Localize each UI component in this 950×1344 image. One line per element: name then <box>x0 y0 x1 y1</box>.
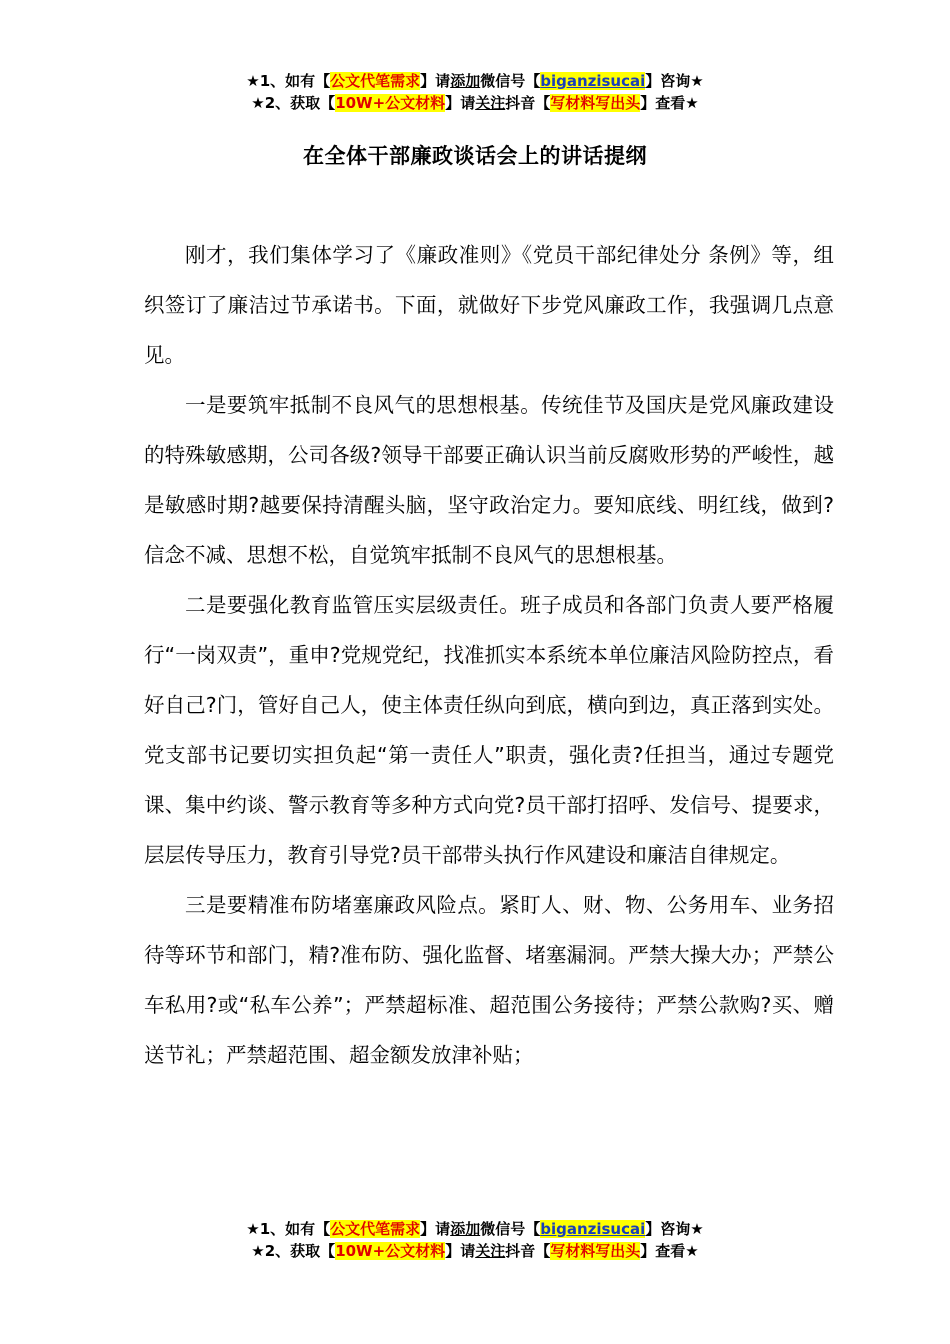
document-body <box>144 230 834 1080</box>
ad-text: 抖音【 <box>505 1242 551 1260</box>
ad-emphasis: 添加 <box>450 72 481 90</box>
document-title: 在全体干部廉政谈话会上的讲话提纲 <box>303 144 647 168</box>
ad-text: 】请 <box>445 94 476 112</box>
header-ad-banner <box>0 70 950 114</box>
ad-text: 】咨询★ <box>645 72 704 90</box>
ad-text: 】请 <box>445 1242 476 1260</box>
paragraph-point-3: 三是要精准布防堵塞廉政风险点。紧盯人、财、物、公务用车、业务招待等环节和部门，精?准布防、强化监督、堵塞漏洞。严禁大操大办；严禁公车私用?或“私车公养”；严禁超标准、超范围公务接待；严禁公款购?买、赠送节礼；严禁超范围、超金额发放津补贴； <box>144 893 834 1067</box>
ad-text: ★2、获取【 <box>251 94 336 112</box>
footer-ad-banner <box>0 1218 950 1262</box>
ad-text: 】请 <box>420 72 451 90</box>
ad-line-2 <box>0 92 950 114</box>
ad-douyin-id: 写材料写出头 <box>550 94 641 112</box>
ad-emphasis: 添加 <box>450 1220 481 1238</box>
ad-text: 】查看★ <box>640 1242 699 1260</box>
ad-text: 】咨询★ <box>645 1220 704 1238</box>
ad-text: 】查看★ <box>640 94 699 112</box>
ad-highlight-materials: 10W+公文材料 <box>335 94 446 112</box>
ad-text: ★1、如有【 <box>246 72 331 90</box>
ad-emphasis: 关注 <box>475 94 506 112</box>
ad-highlight-service: 公文代笔需求 <box>330 1220 421 1238</box>
paragraph-point-2: 二是要强化教育监管压实层级责任。班子成员和各部门负责人要严格履行“一岗双责”，重申?党规党纪，找准抓实本系统本单位廉洁风险防控点，看好自己?门，管好自己人，使主体责任纵向到底，横向到边，真正落到实处。党支部书记要切实担负起“第一责任人”职责，强化责?任担当，通过专题党课、集中约谈、警示教育等多种方式向党?员干部打招呼、发信号、提要求，层层传导压力，教育引导党?员干部带头执行作风建设和廉洁自律规定。 <box>144 593 834 867</box>
ad-wechat-id: biganzisucai <box>540 1220 646 1238</box>
ad-text: 微信号【 <box>480 1220 541 1238</box>
ad-line-1 <box>0 1218 950 1240</box>
ad-text: ★2、获取【 <box>251 1242 336 1260</box>
ad-wechat-id: biganzisucai <box>540 72 646 90</box>
ad-text: 抖音【 <box>505 94 551 112</box>
ad-douyin-id: 写材料写出头 <box>550 1242 641 1260</box>
ad-highlight-service: 公文代笔需求 <box>330 72 421 90</box>
ad-emphasis: 关注 <box>475 1242 506 1260</box>
paragraph-intro: 刚才，我们集体学习了《廉政准则》《党员干部纪律处分 条例》等，组织签订了廉洁过节承诺书。下面，就做好下步党风廉政工作，我强调几点意见。 <box>144 243 834 367</box>
ad-line-2 <box>0 1240 950 1262</box>
ad-text: 】请 <box>420 1220 451 1238</box>
paragraph-point-1: 一是要筑牢抵制不良风气的思想根基。传统佳节及国庆是党风廉政建设的特殊敏感期，公司各级?领导干部要正确认识当前反腐败形势的严峻性，越是敏感时期?越要保持清醒头脑，坚守政治定力。要知底线、明红线，做到?信念不减、思想不松，自觉筑牢抵制不良风气的思想根基。 <box>144 393 834 567</box>
ad-line-1 <box>0 70 950 92</box>
ad-text: ★1、如有【 <box>246 1220 331 1238</box>
ad-text: 微信号【 <box>480 72 541 90</box>
ad-highlight-materials: 10W+公文材料 <box>335 1242 446 1260</box>
